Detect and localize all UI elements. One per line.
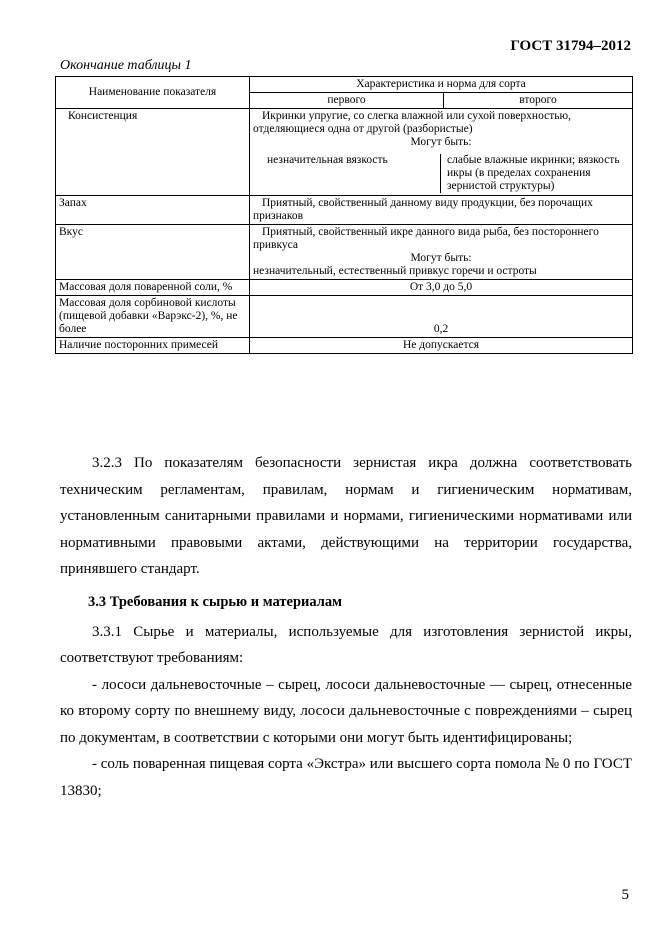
- table-row: [56, 109, 633, 196]
- consistency-grades: [253, 154, 629, 193]
- paragraph-3-3-1: 3.3.1 Сырье и материалы, используемые для изготовления зернистой икры, соответствуют требованиям:: [60, 623, 632, 666]
- table-row: [56, 280, 633, 296]
- requirements-table: [55, 76, 633, 354]
- consistency-may-be: Могут быть:: [410, 136, 472, 148]
- taste-extra: незначительный, естественный привкус горечи и остроты: [253, 265, 537, 277]
- table-row: [56, 338, 633, 354]
- taste-text: Приятный, свойственный икре данного вида рыба, без постороннего привкуса: [253, 226, 599, 251]
- standard-number: ГОСТ 31794–2012: [510, 38, 631, 54]
- document-body: [60, 450, 632, 804]
- row-value-impurities: Не допускается: [250, 338, 633, 354]
- header-second-grade: второго: [444, 93, 633, 109]
- header-characteristic: Характеристика и норма для сорта: [250, 77, 633, 93]
- row-name-sorbic: Массовая доля сорбиновой кислоты (пищевой добавки «Варэкс-2), %, не более: [56, 296, 250, 338]
- row-name-consistency: Консистенция: [56, 109, 250, 196]
- row-name-impurities: Наличие посторонних примесей: [56, 338, 250, 354]
- list-item: - лососи дальневосточные – сырец, лососи дальневосточные — сырец, отнесенные ко второму сорту по внешнему виду, лососи дальневосточные с повреждениями – сырец по документам, в соответствии с которыми они могут быть идентифицированы;: [60, 676, 632, 746]
- row-name-smell: Запах: [56, 196, 250, 225]
- row-value-taste: [250, 225, 633, 280]
- row-value-sorbic: 0,2: [250, 296, 633, 338]
- header-indicator: Наименование показателя: [56, 77, 250, 109]
- table-row: [56, 296, 633, 338]
- consistency-second: слабые влажные икринки; вязкость икры (в пределах сохранения зернистой структуры): [440, 154, 629, 193]
- row-name-taste: Вкус: [56, 225, 250, 280]
- table-caption: Окончание таблицы 1: [60, 58, 192, 73]
- section-heading-3-3: 3.3 Требования к сырью и материалам: [88, 593, 342, 610]
- paragraph-3-2-3: 3.2.3 По показателям безопасности зернистая икра должна соответствовать техническим регламентам, правилам, нормам и гигиеническим нормативам, установленным санитарными правилами и нормами, гигиеническими нормативами или нормативными правовыми актами, действующими на территории государства, принявшего стандарт.: [60, 455, 632, 577]
- taste-may-be: Могут быть:: [410, 252, 472, 264]
- list-item: - соль поваренная пищевая сорта «Экстра» или высшего сорта помола № 0 по ГОСТ 13830;: [60, 756, 632, 799]
- table-row: [56, 196, 633, 225]
- row-value-consistency: [250, 109, 633, 196]
- row-value-salt: От 3,0 до 5,0: [250, 280, 633, 296]
- table-row: [56, 225, 633, 280]
- row-value-smell: Приятный, свойственный данному виду продукции, без порочащих признаков: [250, 196, 633, 225]
- row-name-salt: Массовая доля поваренной соли, %: [56, 280, 250, 296]
- table-header-row: [56, 77, 633, 93]
- consistency-text: Икринки упругие, со слегка влажной или сухой поверхностью, отделяющиеся одна от другой (разбористые): [253, 110, 571, 135]
- page-number: 5: [621, 887, 629, 903]
- consistency-first: незначительная вязкость: [267, 154, 388, 166]
- header-first-grade: первого: [250, 93, 444, 109]
